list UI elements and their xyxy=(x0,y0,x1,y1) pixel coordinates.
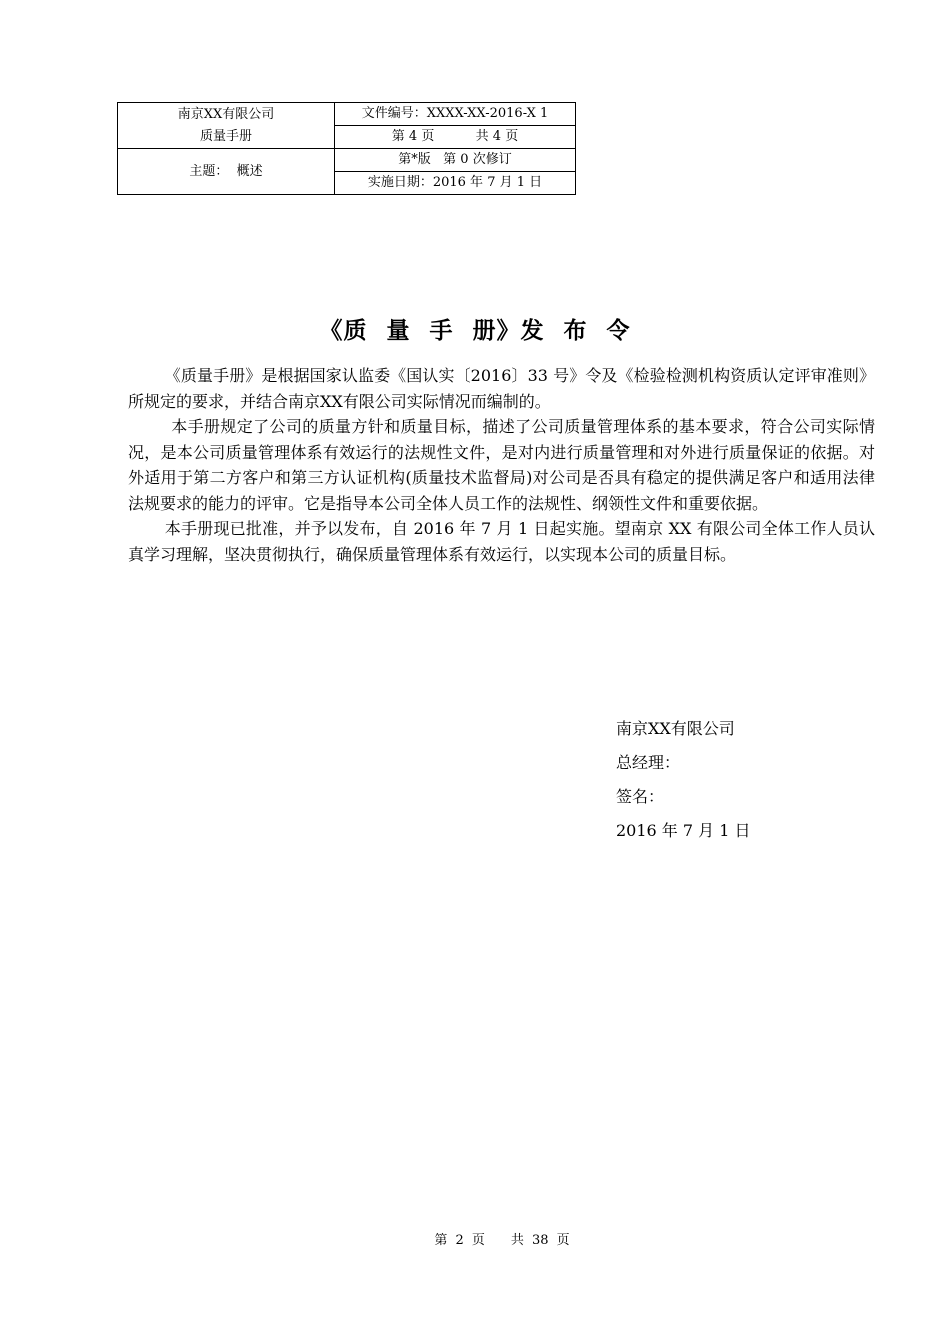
page-footer xyxy=(0,1229,950,1248)
document-body xyxy=(128,363,875,567)
header-file-no: 文件编号：XXXX-XX-2016-X 1 xyxy=(335,103,576,126)
header-company-cell xyxy=(118,103,335,149)
signature-date: 2016 年 7 月 1 日 xyxy=(616,821,751,840)
header-topic: 主题： 概述 xyxy=(118,149,335,195)
signature-block xyxy=(616,716,751,852)
footer-total-pages: 共 38 页 xyxy=(510,1233,570,1248)
header-page-info: 第 4 页 共 4 页 xyxy=(335,126,576,149)
page-title: 《质 量 手 册》发 布 令 xyxy=(319,318,631,344)
header-version: 第*版 第 0 次修订 xyxy=(335,149,576,172)
footer-page-number: 第 2 页 xyxy=(434,1233,485,1248)
paragraph-release: 本手册现已批准，并予以发布，自 2016 年 7 月 1 日起实施。望南京 XX 有限公司全体工作人员认真学习理解，坚决贯彻执行，确保质量管理体系有效运行，以实现本公司的质量目标。 xyxy=(128,519,875,564)
header-company: 南京XX有限公司 xyxy=(177,106,275,122)
signature-manager: 总经理： xyxy=(616,753,681,772)
header-effective-date: 实施日期：2016 年 7 月 1 日 xyxy=(335,172,576,195)
paragraph-basis: 《质量手册》是根据国家认监委《国认实〔2016〕33 号》令及《检验检测机构资质认定评审准则》所规定的要求，并结合南京XX有限公司实际情况而编制的。 xyxy=(128,366,875,411)
signature-company: 南京XX有限公司 xyxy=(616,719,735,738)
paragraph-scope: 本手册规定了公司的质量方针和质量目标，描述了公司质量管理体系的基本要求，符合公司实际情况，是本公司质量管理体系有效运行的法规性文件，是对内进行质量管理和对外进行质量保证的依据。对外适用于第二方客户和第三方认证机构(质量技术监督局)对公司是否具有稳定的提供满足客户和适用法律法规要求的能力的评审。它是指导本公司全体人员工作的法规性、纲领性文件和重要依据。 xyxy=(128,417,875,513)
signature-sign: 签名： xyxy=(616,787,665,806)
document-header-table xyxy=(117,102,576,195)
header-manual: 质量手册 xyxy=(199,128,252,144)
